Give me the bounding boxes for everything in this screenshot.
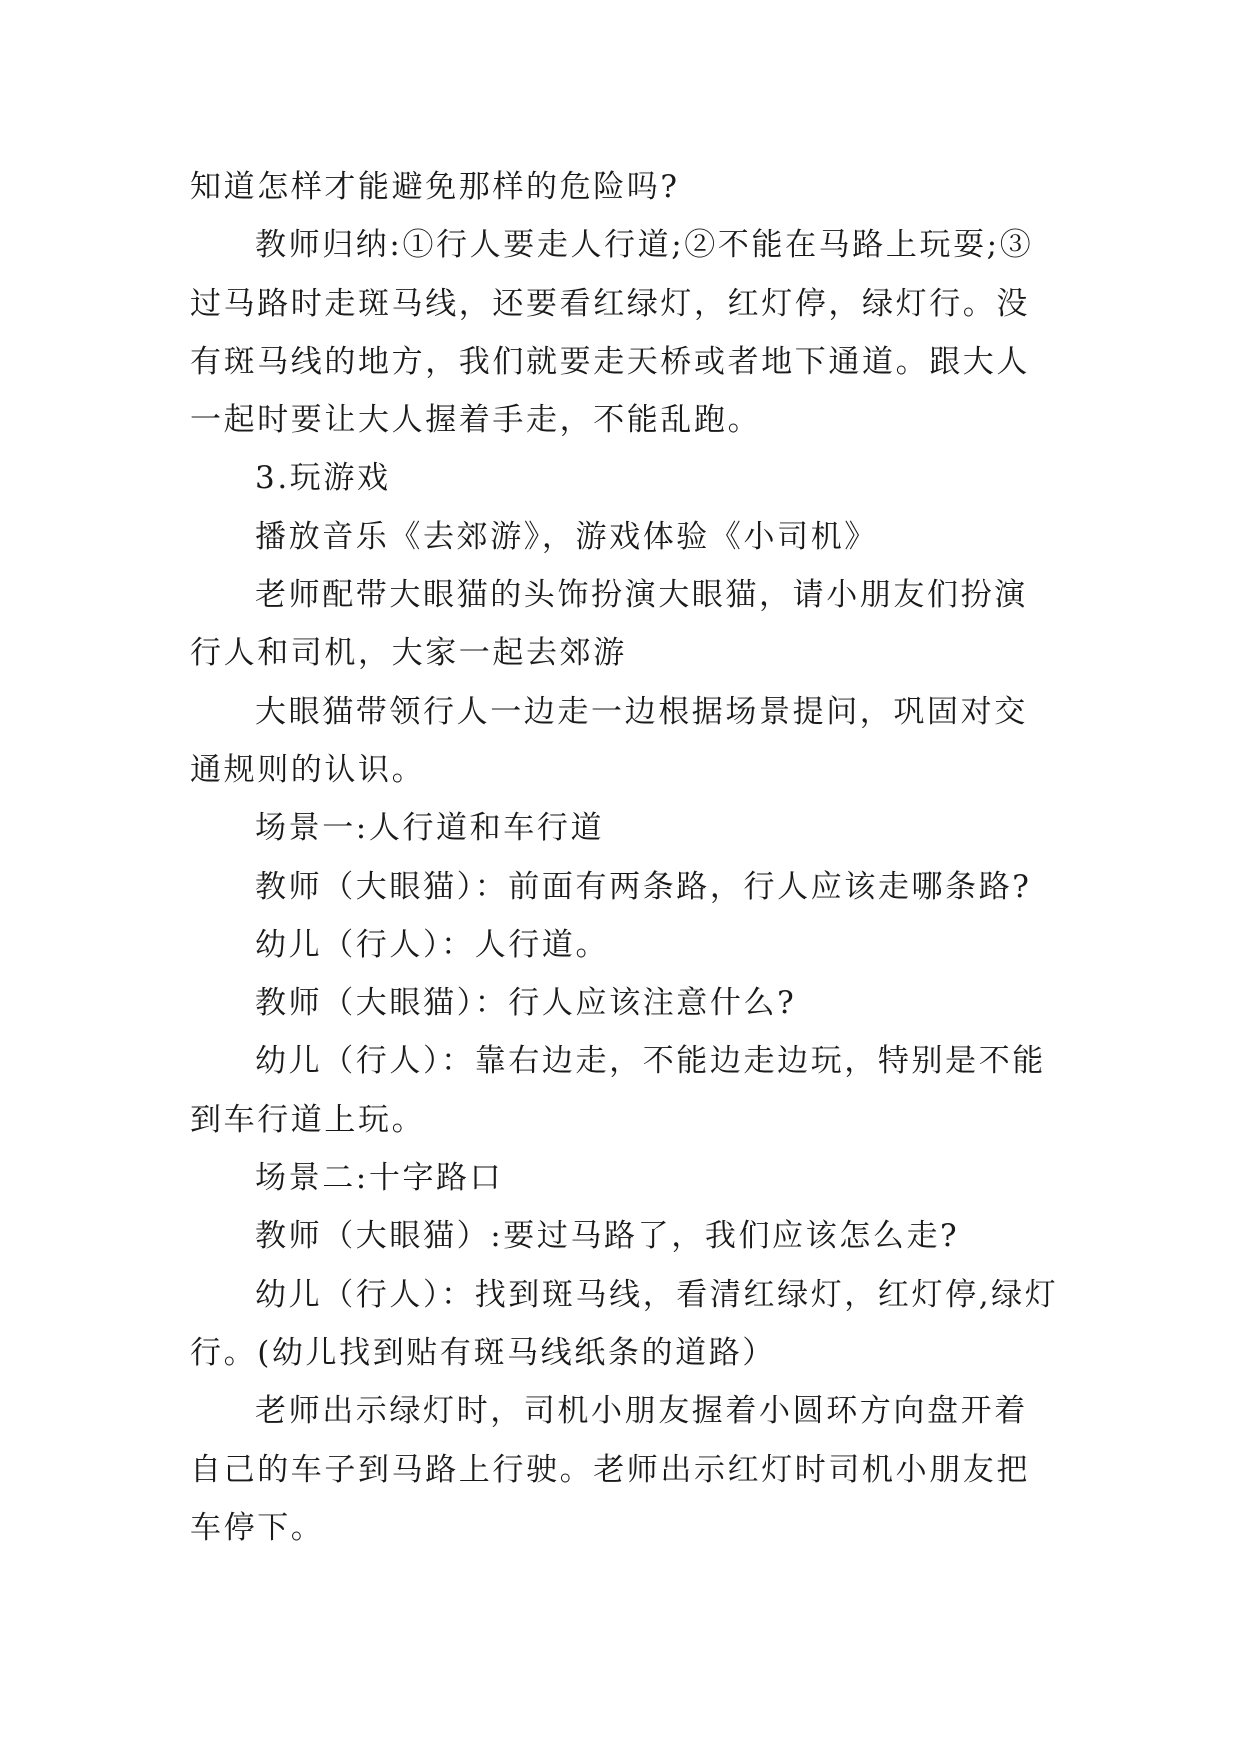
section-heading-play-game: 3.玩游戏 (255, 460, 391, 497)
dialogue-line: 幼儿（行人）：人行道。 (255, 926, 610, 963)
paragraph-roles: 老师配带大眼猫的头饰扮演大眼猫，请小朋友们扮演行人和司机，大家一起去郊游 (190, 577, 1028, 672)
paragraph-traffic-light-game: 老师出示绿灯时，司机小朋友握着小圆环方向盘开着自己的车子到马路上行驶。老师出示红灯时司机小朋友把车停下。 (190, 1393, 1030, 1546)
scene-heading-one: 场景一:人行道和车行道 (255, 810, 605, 847)
dialogue-line: 幼儿（行人）：找到斑马线，看清红绿灯，红灯停,绿灯行。(幼儿找到贴有斑马线纸条的道路） (190, 1276, 1059, 1371)
dialogue-line: 幼儿（行人）：靠右边走，不能边走边玩，特别是不能到车行道上玩。 (190, 1043, 1046, 1138)
dialogue-line: 教师（大眼猫）：行人应该注意什么? (255, 985, 797, 1022)
paragraph-continuation: 知道怎样才能避免那样的危险吗? (190, 169, 680, 205)
paragraph-questions: 大眼猫带领行人一边走一边根据场景提问，巩固对交通规则的认识。 (190, 693, 1028, 788)
scene-heading-two: 场景二:十字路口 (255, 1160, 504, 1197)
dialogue-line: 教师（大眼猫）：前面有两条路，行人应该走哪条路? (255, 868, 1032, 905)
document-body (190, 158, 1060, 1557)
paragraph-teacher-summary: 教师归纳:①行人要走人行道;②不能在马路上玩耍;③过马路时走斑马线，还要看红绿灯，红灯停，绿灯行。没有斑马线的地方，我们就要走天桥或者地下通道。跟大人一起时要让大人握着手走，不能乱跑。 (190, 227, 1034, 439)
dialogue-line: 教师（大眼猫）:要过马路了，我们应该怎么走? (255, 1218, 960, 1255)
paragraph-music: 播放音乐《去郊游》，游戏体验《小司机》 (255, 518, 878, 555)
